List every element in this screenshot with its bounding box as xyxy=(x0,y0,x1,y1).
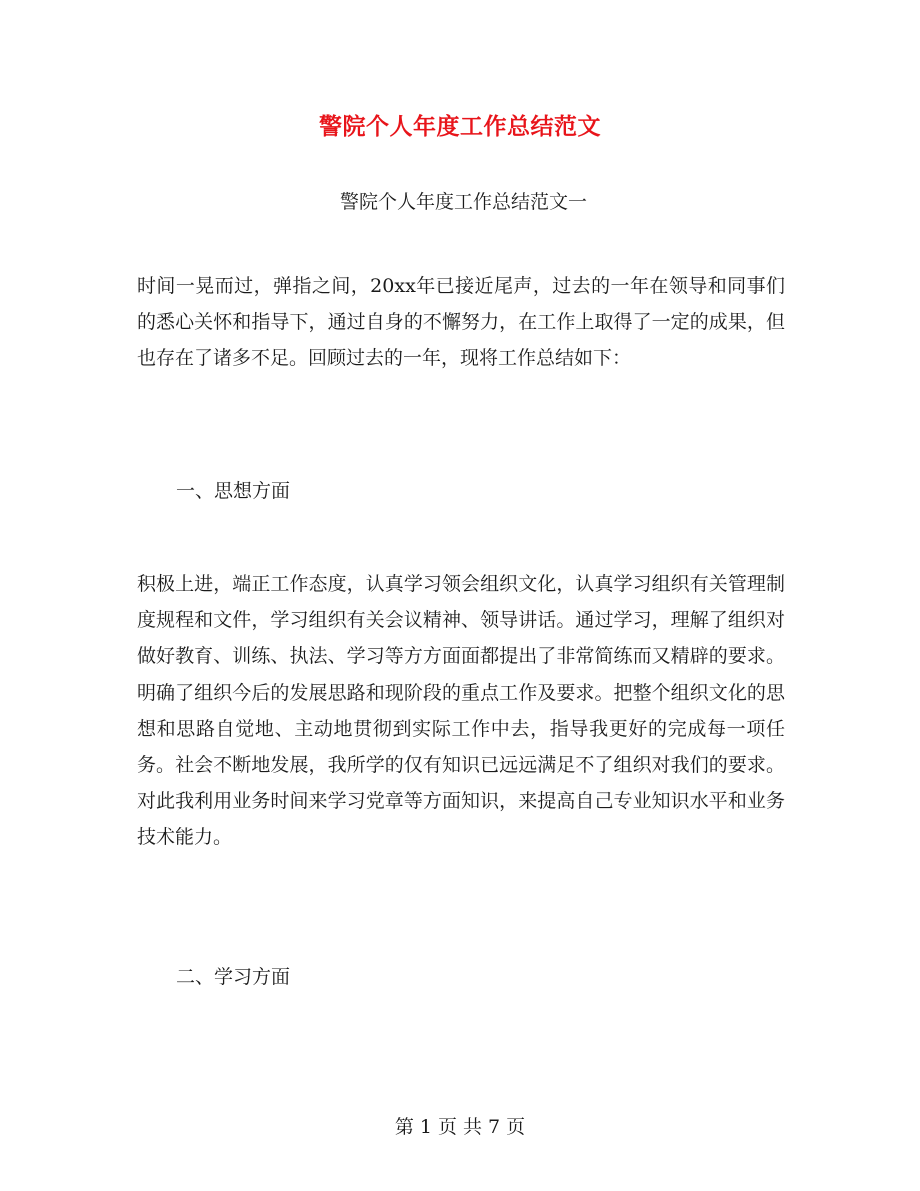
section-heading-thought: 一、思想方面 xyxy=(176,480,291,502)
section-heading-study: 二、学习方面 xyxy=(176,966,291,988)
page-number-footer: 第 1 页 共 7 页 xyxy=(394,1116,526,1138)
intro-paragraph: 时间一晃而过，弹指之间，20xx年已接近尾声，过去的一年在领导和同事们的悉心关怀和指导下，通过自身的不懈努力，在工作上取得了一定的成果，但也存在了诸多不足。回顾过去的一年，现将工作总结如下： xyxy=(137,275,785,370)
thought-paragraph: 积极上进，端正工作态度，认真学习领会组织文化，认真学习组织有关管理制度规程和文件，学习组织有关会议精神、领导讲话。通过学习，理解了组织对做好教育、训练、执法、学习等方方面面都提出了非常简练而又精辟的要求。明确了组织今后的发展思路和现阶段的重点工作及要求。把整个组织文化的思想和思路自觉地、主动地贯彻到实际工作中去，指导我更好的完成每一项任务。社会不断地发展，我所学的仅有知识已远远满足不了组织对我们的要求。对此我利用业务时间来学习党章等方面知识，来提高自己专业知识水平和业务技术能力。 xyxy=(137,573,785,849)
document-subtitle: 警院个人年度工作总结范文一 xyxy=(340,191,588,213)
document-title: 警院个人年度工作总结范文 xyxy=(319,113,601,140)
